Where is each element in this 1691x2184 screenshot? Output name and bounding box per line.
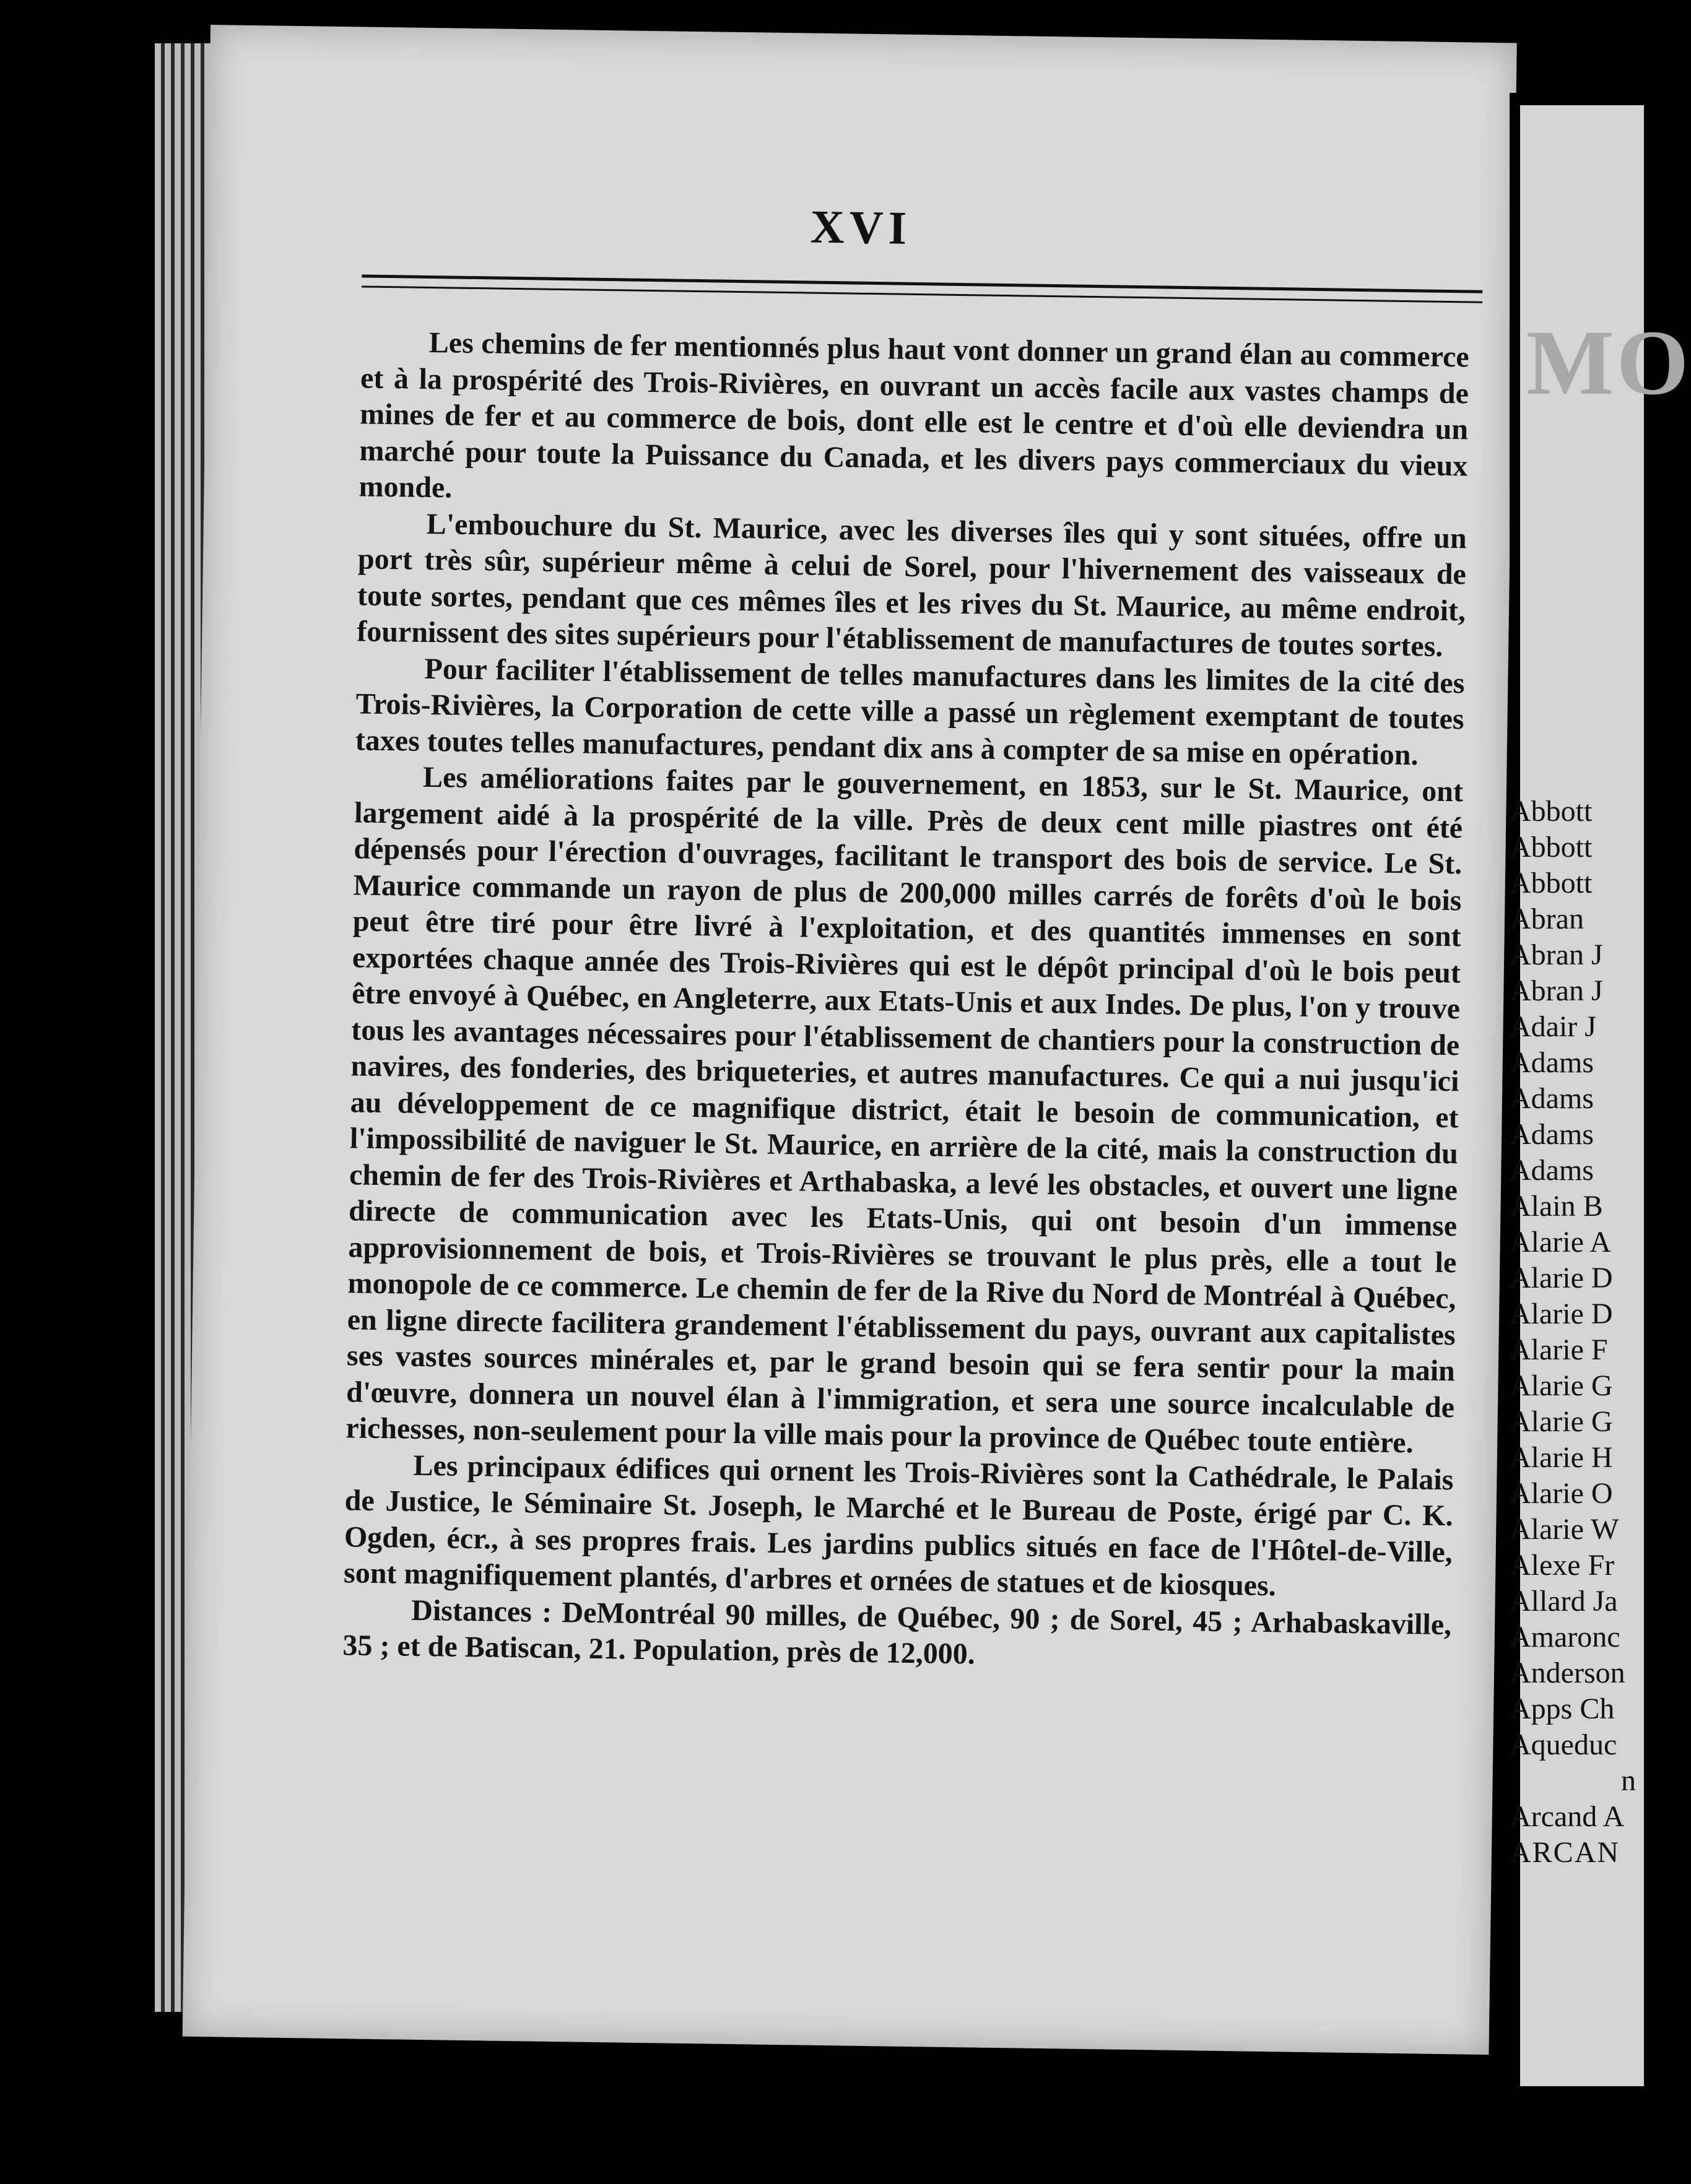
- index-entry: ARCAN: [1510, 1836, 1620, 1869]
- index-entry: Abbott: [1510, 831, 1593, 864]
- paragraph-distances: Distances : DeMontréal 90 milles, de Québec, 90 ; de Sorel, 45 ; Arhabaskaville, 35 ; et de Batiscan, 21. Population, près de 12,000.: [342, 1593, 1452, 1671]
- index-entry: Alarie G: [1510, 1369, 1613, 1402]
- right-page-index: [1510, 794, 1636, 1871]
- index-entry: Allard Ja: [1510, 1585, 1618, 1618]
- index-entry: Alarie H: [1510, 1441, 1613, 1474]
- index-entry: Alarie F: [1510, 1333, 1608, 1366]
- index-entry: Abbott: [1510, 867, 1593, 899]
- index-entry: n: [1621, 1764, 1636, 1797]
- index-entry: Amaronc: [1510, 1621, 1620, 1653]
- index-entry: Adams: [1510, 1046, 1594, 1079]
- paragraph-improvements: Les améliorations faites par le gouvernement, en 1853, sur le St. Maurice, ont largement aidé à la prospérité de la ville. Près de deux cent mille piastres ont été dépensés pour l'érection d'ouvrages, facilitant le transport des bois de service. Le St. Maurice commande un rayon de plus de 200,000 milles carrés de forêts d'où le bois peut être tiré pour être livré à l'exploitation, et des quantités immenses en sont exportées chaque année des Trois-Rivières qui est le dépôt principal d'où le bois peut être envoyé à Québec, en Angleterre, aux Etats-Unis et aux Indes. De plus, l'on y trouve tous les avantages nécessaires pour l'établissement de chantiers pour la construction de navires, des fonderies, des briqueteries, et autres manufactures. Ce qui a nui jusqu'ici au développement de ce magnifique district, était le besoin de communication, et l'impossibilité de naviguer le St. Maurice, en arrière de la cité, mais la construction du chemin de fer des Trois-Rivières et Arthabaska, a levé les obstacles, et ouvert une ligne directe de communication avec les Etats-Unis, qui ont besoin d'un immense approvisionnement de bois, et Trois-Rivières se trouvant le plus près, elle a tout le monopole de ce commerce. Le chemin de fer de la Rive du Nord de Montréal à Québec, en ligne directe facilitera grandement l'établissement du pays, ouvrant aux capitalistes ses vastes sources minérales et, par le grand besoin qui se fera sentir pour la main d'œuvre, donnera un nouvel élan à l'immigration, et sera une source incalculable de richesses, non-seulement pour la ville mais pour la province de Québec toute entière.: [346, 760, 1464, 1460]
- index-entry: Alarie A: [1510, 1226, 1611, 1259]
- index-entry: Alain B: [1510, 1190, 1603, 1223]
- index-entry: Anderson: [1510, 1657, 1625, 1689]
- index-entry: Alarie W: [1510, 1513, 1619, 1546]
- index-entry: Abran J: [1510, 938, 1603, 971]
- page-body: [342, 324, 1469, 1679]
- paragraph-st-maurice-mouth: L'embouchure du St. Maurice, avec les diverses îles qui y sont situées, offre un port très sûr, supérieur même à celui de Sorel, pour l'hivernement des vaisseaux de toute sortes, pendant que ces mêmes îles et les rives du St. Maurice, au même endroit, fournissent des sites supérieurs pour l'établissement de manufactures de toutes sortes.: [356, 507, 1467, 663]
- index-entry: Adams: [1510, 1082, 1594, 1115]
- index-entry: Abran: [1510, 903, 1584, 935]
- index-entry: Alarie D: [1510, 1262, 1613, 1294]
- index-entry: Alarie D: [1510, 1298, 1613, 1330]
- index-entry: Abbott: [1510, 795, 1593, 828]
- paragraph-manufactures: Pour faciliter l'établissement de telles manufactures dans les limites de la cité des Trois-Rivières, la Corporation de cette ville a passé un règlement exemptant de toutes taxes toutes telles manufactures, pendant dix ans à compter de sa mise en opération.: [355, 652, 1465, 771]
- index-entry: Adair J: [1510, 1010, 1596, 1043]
- index-entry: Aqueduc: [1510, 1728, 1617, 1761]
- index-entry: Adams: [1510, 1118, 1594, 1151]
- index-entry: Apps Ch: [1510, 1692, 1615, 1725]
- index-entry: Alexe Fr: [1510, 1549, 1615, 1582]
- paragraph-buildings: Les principaux édifices qui ornent les Trois-Rivières sont la Cathédrale, le Palais de Justice, le Séminaire St. Joseph, le Marché et le Bureau de Poste, érigé par C. K. Ogden, écr., à ses propres frais. Les jardins publics situés en face de l'Hôtel-de-Ville, sont magnifiquement plantés, d'arbres et ornées de statues et de kiosques.: [343, 1449, 1454, 1603]
- paragraph-railways: Les chemins de fer mentionnés plus haut vont donner un grand élan au commerce et à la prospérité des Trois-Rivières, en ouvrant un accès facile aux vastes champs de mines de fer et au commerce de bois, dont elle est le centre et d'où elle deviendra un marché pour toute la Puissance du Canada, et les divers pays commerciaux du vieux monde.: [359, 326, 1470, 505]
- header-rule: [362, 274, 1482, 293]
- index-entry: Arcand A: [1510, 1800, 1625, 1833]
- index-entry: Adams: [1510, 1154, 1594, 1187]
- index-entry: Alarie G: [1510, 1405, 1613, 1438]
- index-entry: Abran J: [1510, 974, 1603, 1007]
- left-page: [183, 25, 1517, 2055]
- bleed-through-heading: MO: [1526, 311, 1691, 414]
- page-number: XVI: [810, 201, 912, 254]
- index-entry: Alarie O: [1510, 1477, 1613, 1510]
